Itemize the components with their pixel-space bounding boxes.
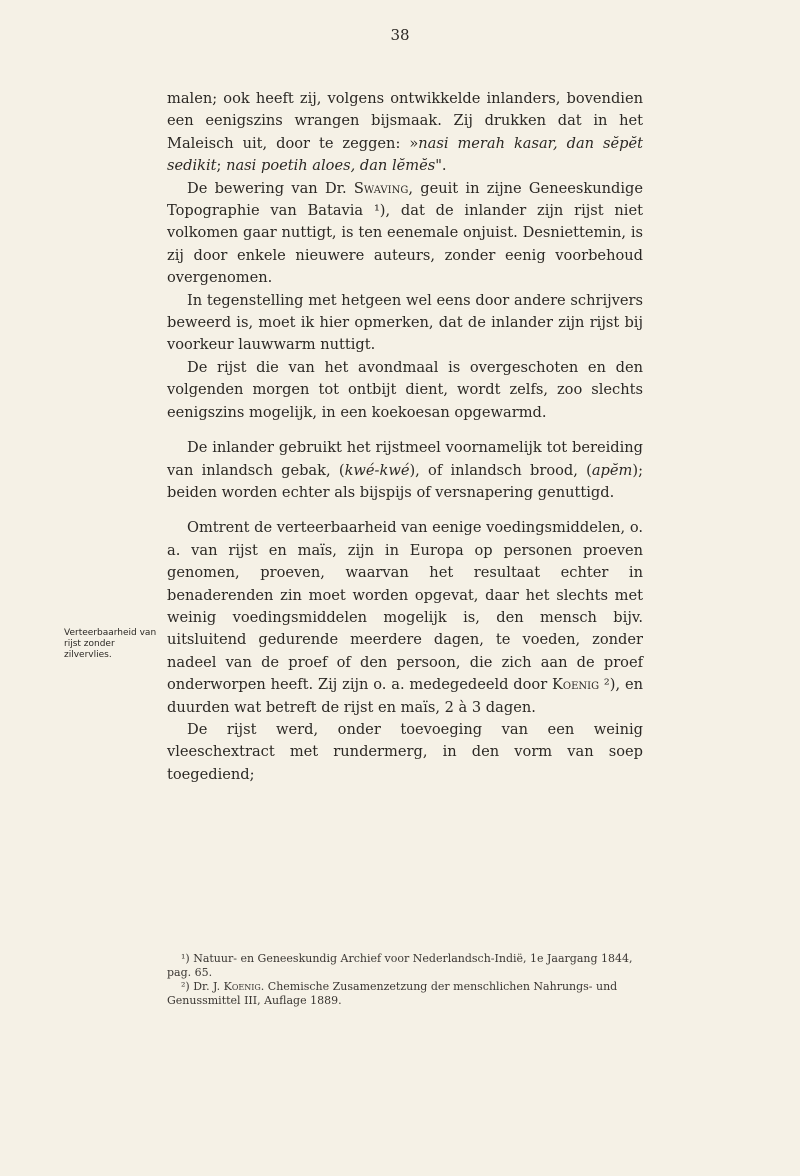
page-number: 38 — [390, 26, 410, 44]
p5-text-2: ), of inlandsch brood, ( — [409, 461, 592, 479]
p1-text: malen; ook heeft zij, volgens ontwikkelde inlanders, bovendien een eenigszins wrangen bijsmaak. Zij drukken dat in het Maleisch uit, door te zeggen: » — [167, 90, 643, 152]
p6-text-2: , en duurden wat betreft de rijst en maïs, 2 à 3 dagen. — [167, 676, 643, 716]
p2-text-3: , dat de inlander zijn rijst niet volkomen gaar nuttigt, is ten eenemale onjuist. Desniettemin, is zij door enkele nieuwere auteurs, zonder eenig voorbehoud overgenomen. — [167, 202, 643, 287]
footnotes — [167, 952, 643, 1008]
body-text — [167, 88, 643, 786]
paragraph-5 — [167, 437, 643, 504]
footnote-1-mark: ¹) — [181, 952, 190, 965]
p5-text-1: De inlander gebruikt het rijstmeel voornamelijk tot bereiding van inlandsch gebak, ( — [167, 439, 643, 479]
p1-sep: ; — [216, 157, 227, 175]
paragraph-4: De rijst die van het avondmaal is overgeschoten en den volgenden morgen tot ontbijt dient, wordt zelfs, zoo slechts eenigszins mogelijk, in een koekoesan opgewarmd. — [167, 358, 643, 421]
paragraph-6 — [167, 517, 643, 719]
p6-text-1: Omtrent de verteerbaarheid van eenige voedingsmiddelen, o. a. van rijst en maïs, zijn in Europa op personen proeven genomen, proeven, waarvan het resultaat echter in benaderenden zin moet worden opgevat, daar het slechts met weinig voedingsmiddelen mogelijk is, den mensch bijv. uitsluitend gedurende meerdere dagen, te voeden, zonder nadeel van de proef of den persoon, die zich aan de proef onderworpen heeft. Zij zijn o. a. medegedeeld door — [167, 519, 643, 694]
margin-note: Verteerbaarheid van rijst zonder zilvervlies. — [64, 628, 157, 660]
footnote-2 — [167, 980, 643, 1008]
footnote-1 — [167, 952, 643, 980]
paragraph-2 — [167, 178, 643, 290]
malay-quote-1: nasi merah kasar, dan sĕpĕt sedikit — [167, 134, 643, 175]
term-apem: apĕm — [591, 461, 633, 479]
footnote-2-pre: Dr. J. — [189, 980, 224, 993]
footnote-2-mark: ²) — [181, 980, 190, 993]
footnote-2-author: Koenig — [223, 980, 261, 993]
paragraph-1 — [167, 88, 643, 178]
p2-text-2: , geuit in zijne Geneeskundige Topographie van Batavia — [167, 179, 643, 220]
footnote-ref-1: ¹) — [373, 202, 386, 220]
footnote-2-text: . Chemische Zusamenzetzung der menschlichen Nahrungs- und Genussmittel III, Auflage 1889. — [167, 980, 618, 1007]
paragraph-3: In tegenstelling met hetgeen wel eens door andere schrijvers beweerd is, moet ik hier opmerken, dat de inlander zijn rijst bij voorkeur lauwwarm nuttigt. — [167, 291, 643, 354]
author-swaving: Swaving — [353, 179, 409, 197]
footnote-ref-2: ²) — [599, 676, 616, 694]
footnote-1-text: Natuur- en Geneeskundig Archief voor Nederlandsch-Indië, 1e Jaargang 1844, pag. 65. — [167, 952, 633, 979]
malay-quote-2: nasi poetih aloes, dan lĕmĕs — [226, 157, 436, 175]
p5-text-3: ); beiden worden echter als bijspijs of versnapering genuttigd. — [167, 461, 643, 501]
p2-text-1: De bewering van Dr. — [187, 179, 354, 197]
author-koenig: Koenig — [552, 676, 600, 694]
paragraph-7: De rijst werd, onder toevoeging van een weinig vleeschextract met rundermerg, in den vorm van soep toegediend; — [167, 720, 643, 783]
p1-end: ". — [435, 157, 447, 175]
term-kwe-kwe: kwé-kwé — [344, 461, 410, 479]
